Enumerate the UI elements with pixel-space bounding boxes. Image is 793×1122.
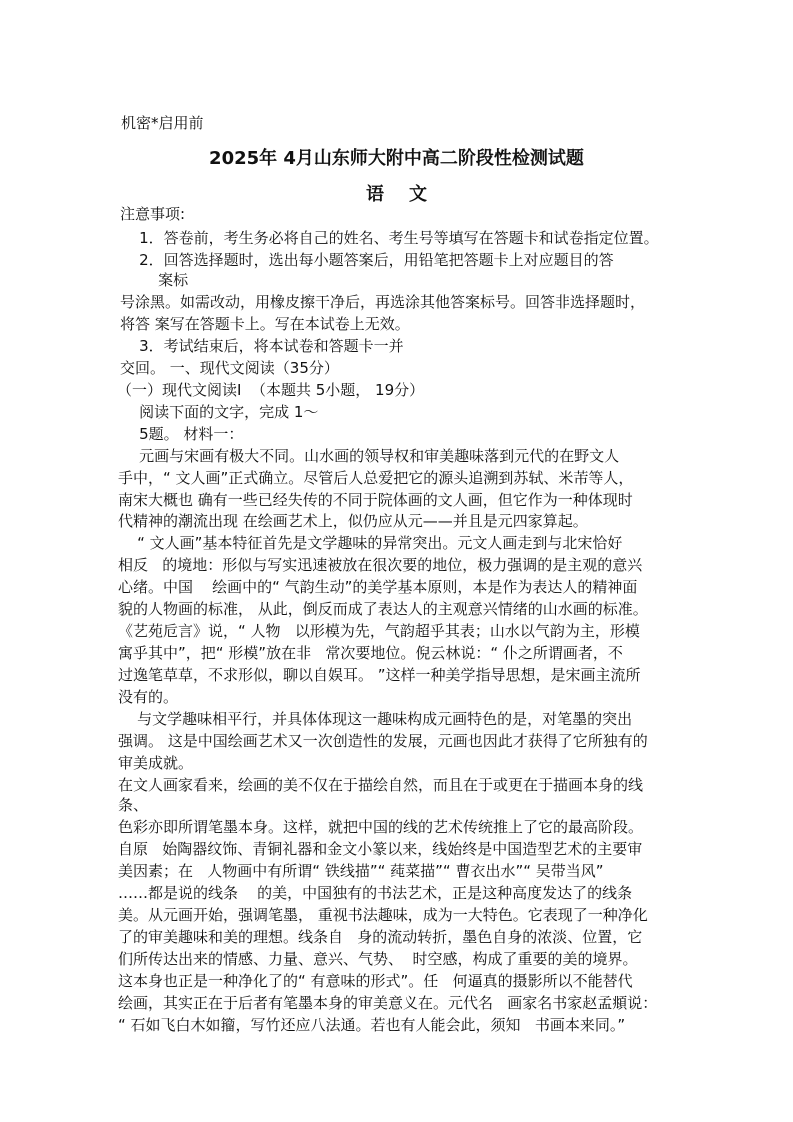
body-line: 手中，“ 文人画”正式确立。尽管后人总爱把它的源头追溯到苏轼、米芾等人， (118, 469, 634, 487)
body-line: “ 石如飞白木如籀，写竹还应八法通。若也有人能会此，须知 书画本来同。” (118, 1016, 626, 1034)
confidential-label: 机密*启用前 (121, 114, 204, 132)
body-line: 没有的。 (118, 688, 179, 706)
body-line: 美因素；在 人物画中有所谓“ 铁线描”“ 莼菜描”“ 曹衣出水”“ 吴带当风” (118, 862, 604, 880)
body-line: 过逸笔草草，不求形似，聊以自娱耳。 ”这样一种美学指导思想，是宋画主流所 (118, 666, 641, 684)
body-line: “ 文人画”基本特征首先是文学趣味的异常突出。元文人画走到与北宋恰好 (118, 534, 623, 552)
body-line: 色彩亦即所谓笔墨本身。这样，就把中国的线的艺术传统推上了它的最高阶段。 (118, 818, 644, 836)
body-line: 条、 (118, 796, 149, 814)
body-line: 与文学趣味相平行，并具体体现这一趣味构成元画特色的是，对笔墨的突出 (118, 710, 633, 728)
body-line: 自原 始陶器纹饰、青铜礼器和金文小篆以来，线始终是中国造型艺术的主要审 (118, 840, 643, 858)
body-line: 阅读下面的文字，完成 1～ (120, 403, 319, 421)
exam-title: 2025年 4月山东师大附中高二阶段性检测试题 (209, 148, 584, 169)
body-line: 在文人画家看来，绘画的美不仅在于描绘自然，而且在于或更在于描画本身的线 (118, 776, 644, 794)
body-line: 强调。 这是中国绘画艺术又一次创造性的发展，元画也因此才获得了它所独有的 (118, 732, 648, 750)
body-line: 5题。 材料一： (120, 425, 244, 443)
body-line: 代精神的潮流出现 在绘画艺术上，似仍应从元——并且是元四家算起。 (118, 512, 588, 530)
body-line: 3．考试结束后，将本试卷和答题卡一并 (120, 337, 404, 355)
body-line: 号涂黑。如需改动，用橡皮擦干净后，再选涂其他答案标号。回答非选择题时， (120, 293, 646, 311)
body-line: 们所传达出来的情感、力量、意兴、气势、 时空感，构成了重要的美的境界。 (118, 950, 638, 968)
body-line: 2．回答选择题时，选出每小题答案后，用铅笔把答题卡上对应题目的答 (120, 251, 614, 269)
body-line: 审美成就。 (118, 754, 194, 772)
body-line: ……都是说的线条 的美，中国独有的书法艺术，正是这种高度发达了的线条 (118, 884, 633, 902)
body-line: 案标 (120, 271, 189, 289)
body-line: 1．答卷前，考生务必将自己的姓名、考生号等填写在答题卡和试卷指定位置。 (120, 229, 659, 247)
body-line: 貌的人物画的标准， 从此，倒反而成了表达人的主观意兴情绪的山水画的标准。 (118, 600, 648, 618)
body-line: 将答 案写在答题卡上。写在本试卷上无效。 (120, 315, 410, 333)
body-line: 南宋大概也 确有一些已经失传的不同于院体画的文人画，但它作为一种体现时 (118, 491, 633, 509)
body-line: 这本身也正是一种净化了的“ 有意味的形式”。任 何逼真的摄影所以不能替代 (118, 972, 633, 990)
subject-title: 语 文 (365, 184, 428, 205)
body-line: （一）现代文阅读Ⅰ （本题共 5小题， 19分） (117, 381, 425, 399)
body-line: 注意事项: (120, 205, 186, 223)
body-line: 相反 的境地：形似与写实迅速被放在很次要的地位，极力强调的是主观的意兴 (118, 556, 643, 574)
body-line: 元画与宋画有极大不同。山水画的领导权和审美趣味落到元代的在野文人 (120, 447, 620, 465)
body-line: 《艺苑卮言》说，“ 人物 以形模为先，气韵超乎其表；山水以气韵为主，形模 (118, 622, 640, 640)
body-line: 寓乎其中”，把“ 形模”放在非 常次要地位。倪云林说：“ 仆之所谓画者，不 (118, 644, 623, 662)
body-line: 交回。 一、现代文阅读（35分） (120, 359, 339, 377)
body-line: 绘画，其实正在于后者有笔墨本身的审美意义在。元代名 画家名书家赵孟頫说： (118, 994, 658, 1012)
body-line: 美。从元画开始，强调笔墨， 重视书法趣味，成为一大特色。它表现了一种净化 (118, 906, 648, 924)
body-line: 了的审美趣味和美的理想。线条自 身的流动转折，墨色自身的浓淡、位置，它 (118, 928, 643, 946)
body-line: 心绪。中国 绘画中的“ 气韵生动”的美学基本原则，本是作为表达人的精神面 (118, 578, 638, 596)
